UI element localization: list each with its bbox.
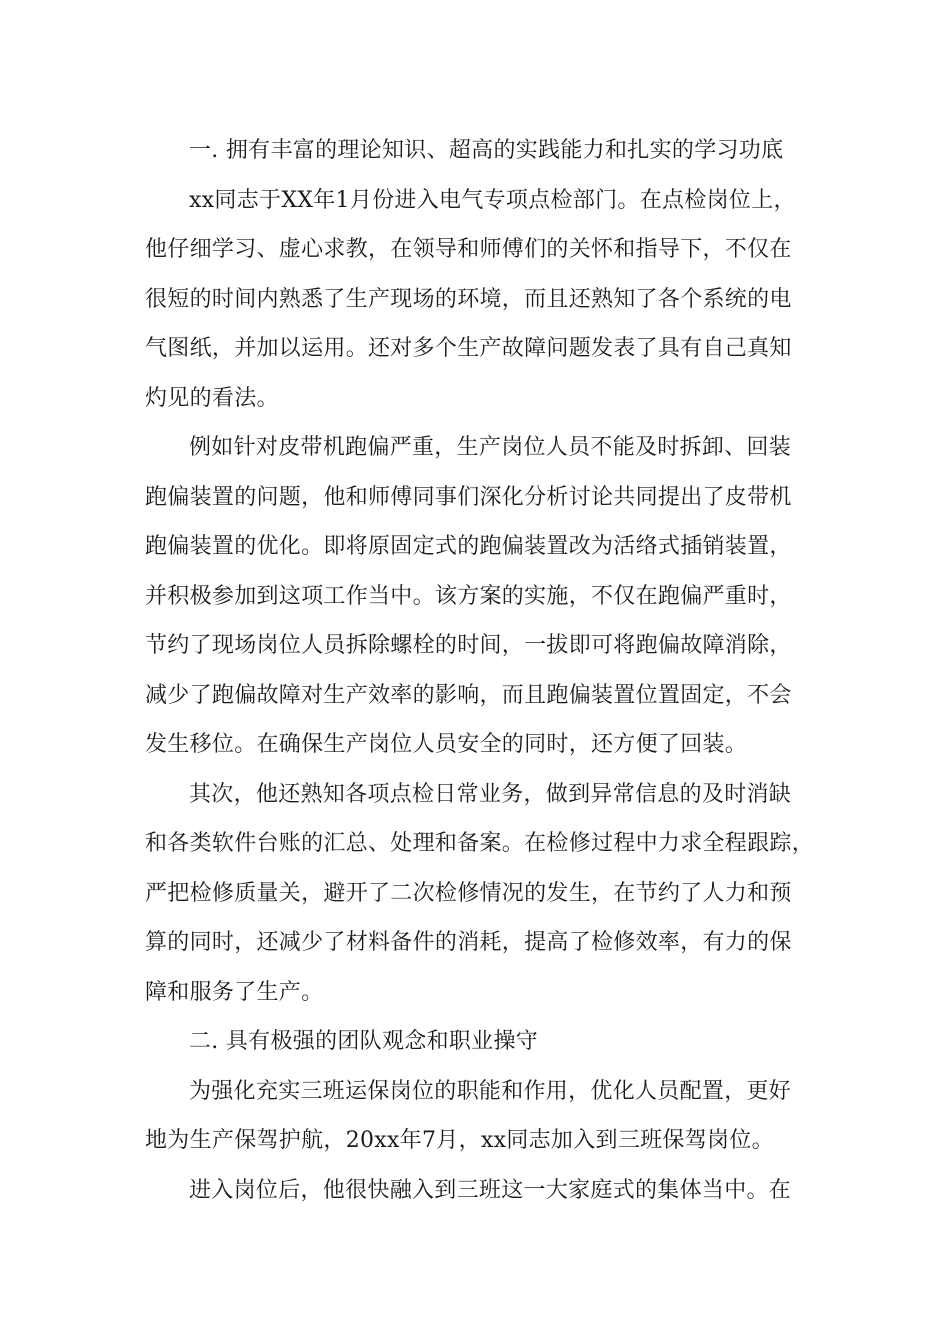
paragraph-line: 为强化充实三班运保岗位的职能和作用，优化人员配置，更好: [189, 1078, 792, 1104]
paragraph-line: 进入岗位后，他很快融入到三班这一大家庭式的集体当中。在: [189, 1177, 792, 1203]
paragraph-line: 灼见的看法。: [145, 385, 279, 411]
paragraph-line: 地为生产保驾护航，20xx年7月，xx同志加入到三班保驾岗位。: [145, 1128, 774, 1153]
heading-section-2: 二. 具有极强的团队观念和职业操守: [189, 1029, 539, 1054]
paragraph-line: 跑偏装置的优化。即将原固定式的跑偏装置改为活络式插销装置，: [145, 534, 792, 559]
paragraph-line: 减少了跑偏故障对生产效率的影响，而且跑偏装置位置固定，不会: [145, 682, 792, 708]
paragraph-line: 和各类软件台账的汇总、处理和备案。在检修过程中力求全程跟踪，: [145, 831, 815, 856]
paragraph-line: 例如针对皮带机跑偏严重，生产岗位人员不能及时拆卸、回装: [189, 435, 792, 460]
paragraph-line: 严把检修质量关，避开了二次检修情况的发生，在节约了人力和预: [145, 880, 792, 906]
paragraph-line: 其次，他还熟知各项点检日常业务，做到异常信息的及时消缺: [189, 781, 792, 807]
paragraph-line: 并积极参加到这项工作当中。该方案的实施，不仅在跑偏严重时，: [145, 583, 792, 609]
paragraph-line: 算的同时，还减少了材料备件的消耗，提高了检修效率，有力的保: [145, 930, 792, 955]
paragraph-line: xx同志于XX年1月份进入电气专项点检部门。在点检岗位上，: [189, 187, 796, 213]
heading-section-1: 一. 拥有丰富的理论知识、超高的实践能力和扎实的学习功底: [189, 138, 784, 163]
paragraph-line: 气图纸，并加以运用。还对多个生产故障问题发表了具有自己真知: [145, 336, 792, 361]
paragraph-line: 他仔细学习、虚心求教，在领导和师傅们的关怀和指导下，不仅在: [145, 237, 792, 262]
paragraph-line: 很短的时间内熟悉了生产现场的环境，而且还熟知了各个系统的电: [145, 286, 792, 312]
document-body: [145, 126, 825, 1215]
paragraph-line: 发生移位。在确保生产岗位人员安全的同时，还方便了回装。: [145, 732, 748, 757]
paragraph-line: 障和服务了生产。: [145, 979, 324, 1005]
paragraph-line: 节约了现场岗位人员拆除螺栓的时间，一拔即可将跑偏故障消除，: [145, 633, 792, 658]
paragraph-line: 跑偏装置的问题，他和师傅同事们深化分析讨论共同提出了皮带机: [145, 484, 792, 510]
